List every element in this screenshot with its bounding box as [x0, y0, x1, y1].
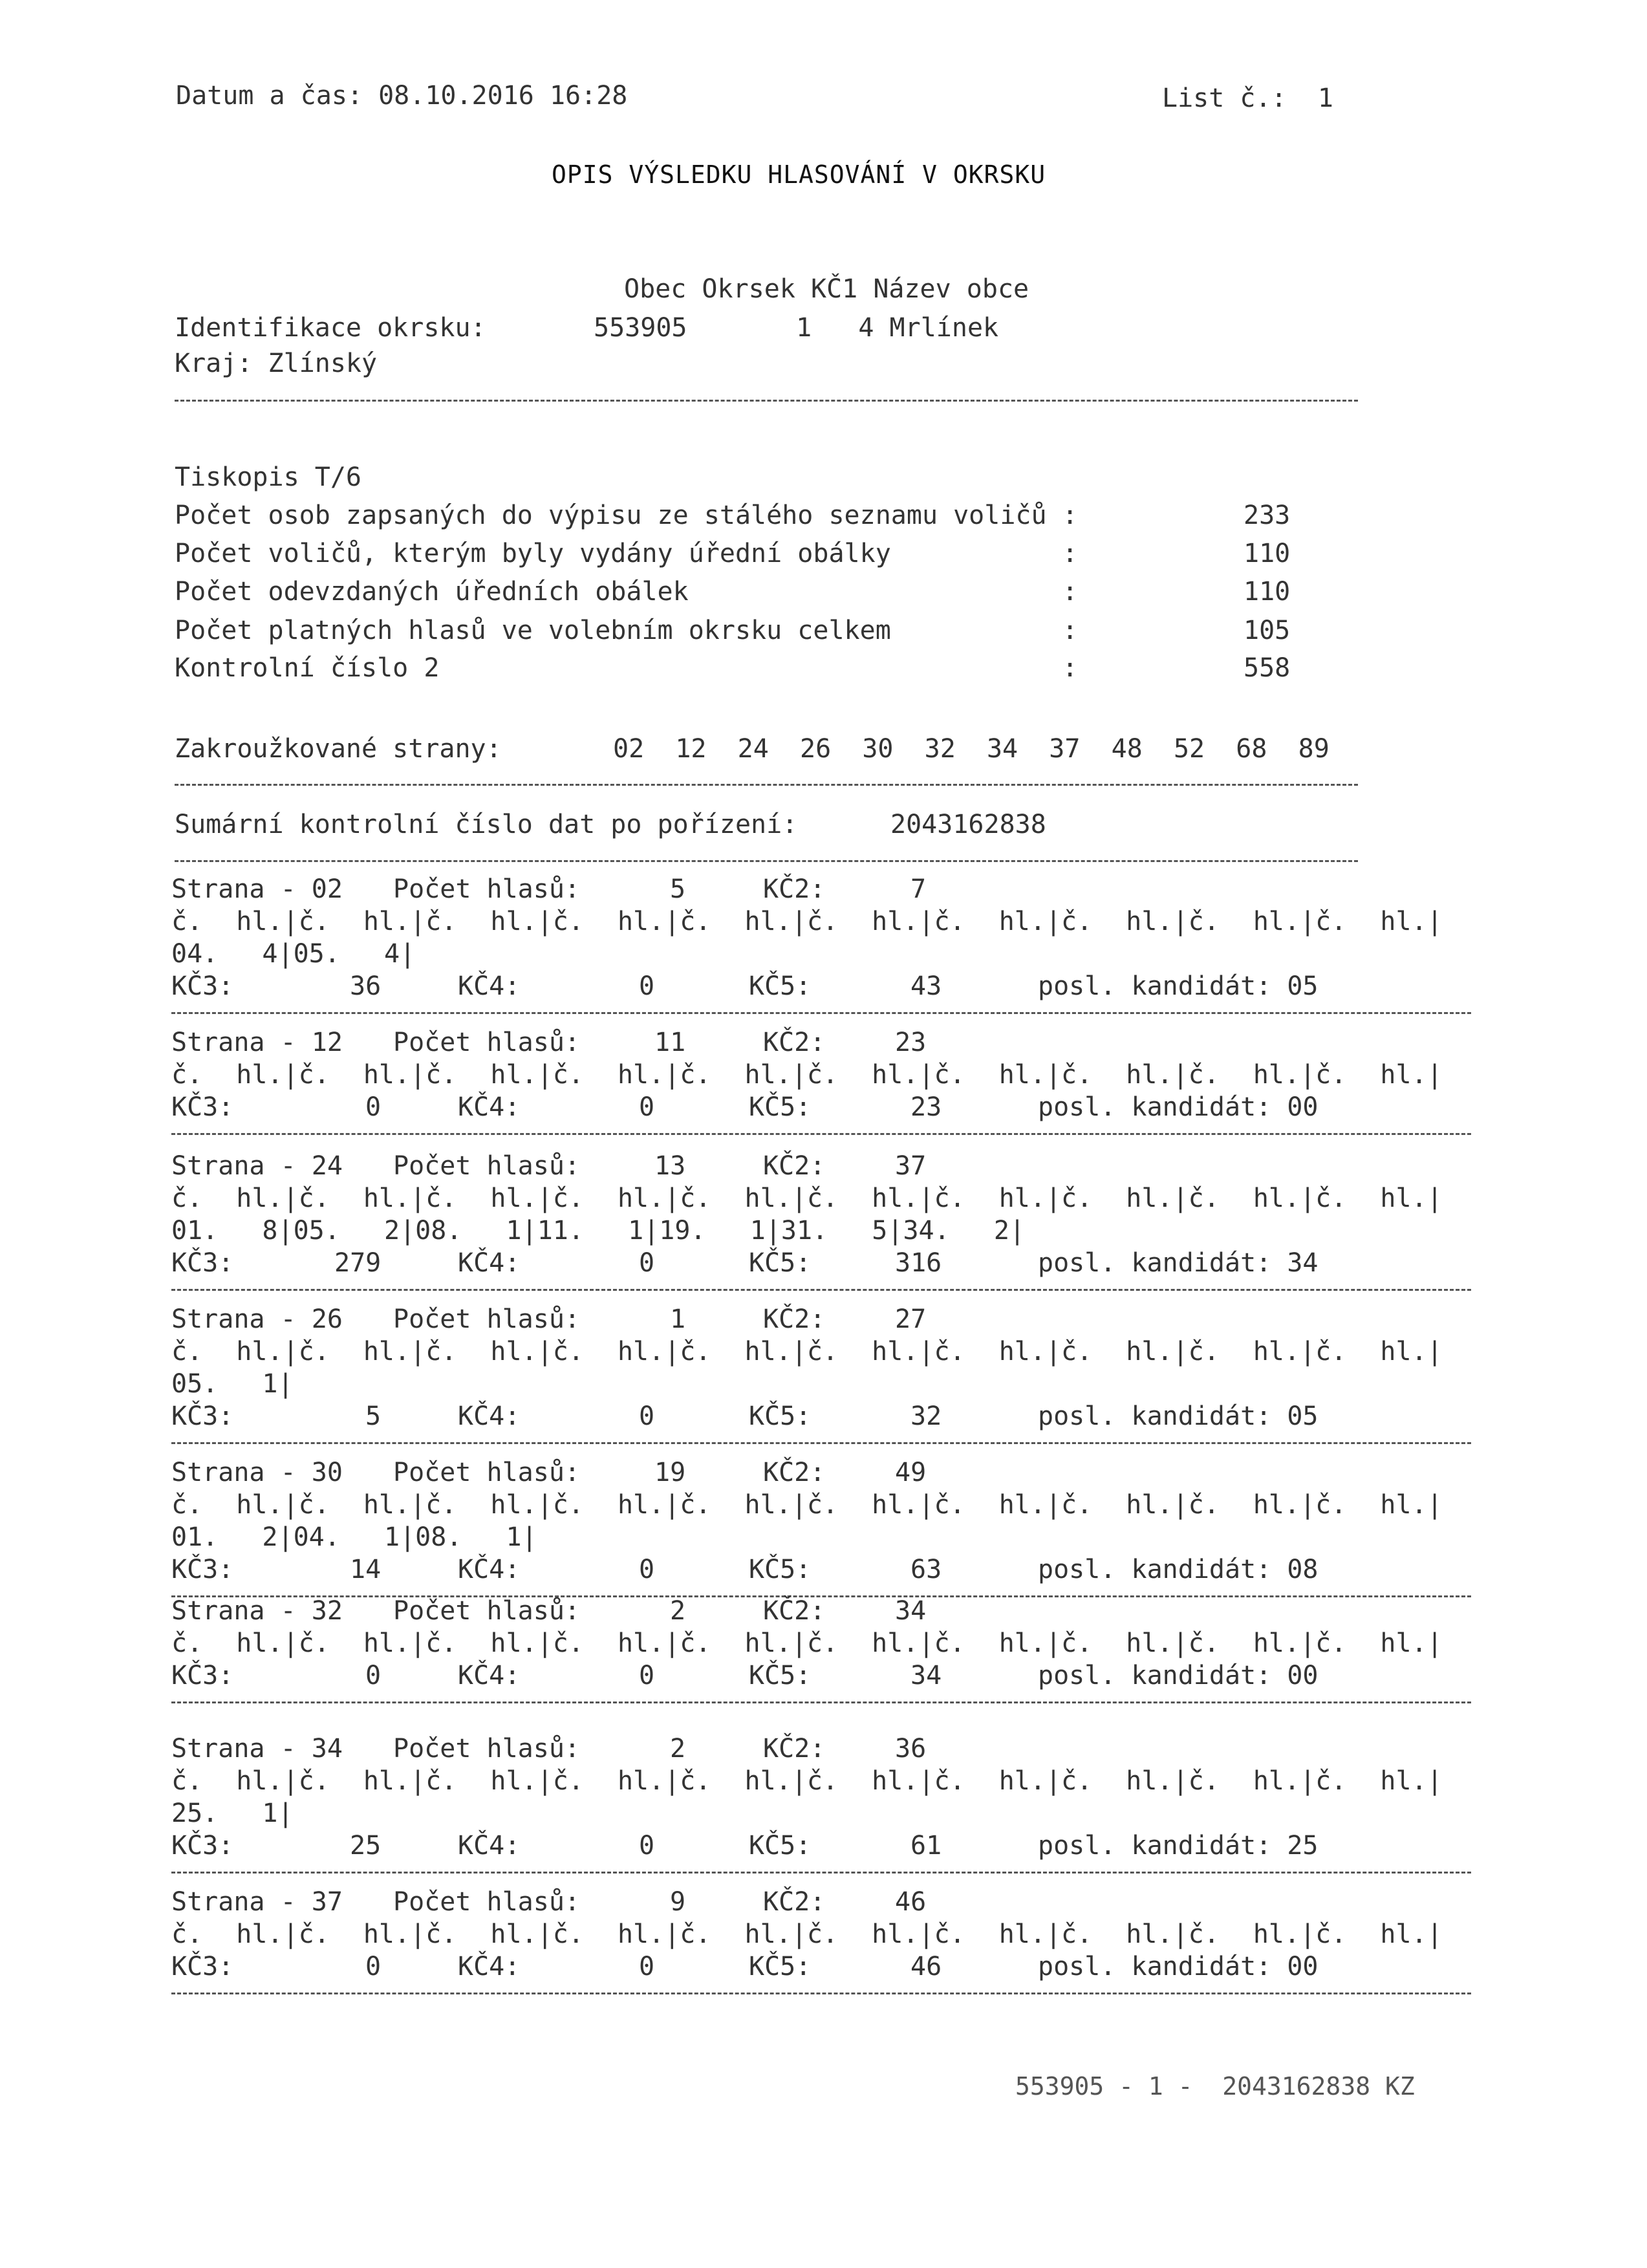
party-kc2-label: KČ2:	[763, 1028, 826, 1057]
divider	[171, 1701, 1471, 1703]
party-votes: 9	[670, 1887, 686, 1917]
party-votes: 19	[654, 1458, 686, 1487]
form-row-value: 233	[1243, 501, 1291, 530]
party-candidate-header: č. hl.|č. hl.|č. hl.|č. hl.|č. hl.|č. hl.|č. hl.|č. hl.|č. hl.|č. hl.|	[171, 1490, 1443, 1520]
party-last-candidate: posl. kandidát: 05	[1038, 1401, 1319, 1431]
divider	[171, 1289, 1471, 1291]
party-candidate-header: č. hl.|č. hl.|č. hl.|č. hl.|č. hl.|č. hl.|č. hl.|č. hl.|č. hl.|č. hl.|	[171, 1183, 1443, 1213]
party-strana: Strana - 37	[171, 1887, 343, 1917]
party-kc5: 34	[910, 1661, 942, 1690]
party-last-candidate: posl. kandidát: 00	[1038, 1092, 1319, 1122]
party-strana: Strana - 02	[171, 874, 343, 904]
party-kc4-label: KČ4:	[458, 1248, 521, 1278]
party-kc2: 37	[895, 1151, 927, 1181]
party-kc3: 14	[350, 1555, 382, 1584]
party-votes: 5	[670, 874, 686, 904]
party-kc2-label: KČ2:	[763, 874, 826, 904]
party-kc4: 0	[639, 1092, 655, 1122]
party-last-candidate: posl. kandidát: 08	[1038, 1555, 1319, 1584]
checksum-value: 2043162838	[890, 810, 1046, 839]
divider	[175, 784, 1358, 786]
party-kc4: 0	[639, 1952, 655, 1982]
party-kc3: 5	[365, 1401, 382, 1431]
party-last-candidate: posl. kandidát: 25	[1038, 1831, 1319, 1861]
party-kc5: 32	[910, 1401, 942, 1431]
party-kc5-label: KČ5:	[749, 1952, 812, 1982]
party-kc5: 43	[910, 971, 942, 1001]
party-kc2-label: KČ2:	[763, 1596, 826, 1626]
party-candidate-header: č. hl.|č. hl.|č. hl.|č. hl.|č. hl.|č. hl.|č. hl.|č. hl.|č. hl.|č. hl.|	[171, 1060, 1443, 1090]
party-kc5: 63	[910, 1555, 942, 1584]
circled-label: Zakroužkované strany:	[175, 734, 502, 764]
party-strana: Strana - 34	[171, 1734, 343, 1764]
divider	[171, 1872, 1471, 1874]
party-kc3-label: KČ3:	[171, 1092, 234, 1122]
party-kc5-label: KČ5:	[749, 1555, 812, 1584]
party-kc5-label: KČ5:	[749, 1248, 812, 1278]
form-row-value: 110	[1243, 577, 1291, 607]
datetime: Datum a čas: 08.10.2016 16:28	[176, 81, 628, 111]
party-kc4-label: KČ4:	[458, 971, 521, 1001]
party-kc2: 7	[910, 874, 927, 904]
party-kc2: 34	[895, 1596, 927, 1626]
party-last-candidate: posl. kandidát: 00	[1038, 1952, 1319, 1982]
party-kc2-label: KČ2:	[763, 1304, 826, 1334]
party-strana: Strana - 26	[171, 1304, 343, 1334]
sheet-number: List č.: 1	[1162, 83, 1333, 113]
form-row-value: 105	[1243, 616, 1291, 645]
party-candidate-header: č. hl.|č. hl.|č. hl.|č. hl.|č. hl.|č. hl.|č. hl.|č. hl.|č. hl.|č. hl.|	[171, 1919, 1443, 1949]
party-strana: Strana - 24	[171, 1151, 343, 1181]
form-row-value: 558	[1243, 653, 1291, 683]
party-candidate-header: č. hl.|č. hl.|č. hl.|č. hl.|č. hl.|č. hl.|č. hl.|č. hl.|č. hl.|č. hl.|	[171, 1628, 1443, 1658]
form-row-label: Počet platných hlasů ve volebním okrsku celkem :	[175, 616, 1078, 645]
party-kc2: 46	[895, 1887, 927, 1917]
form-row-label: Počet osob zapsaných do výpisu ze stálého seznamu voličů :	[175, 501, 1078, 530]
ident-values: 553905 1 4 Mrlínek	[594, 313, 999, 343]
party-candidate-votes: 04. 4|05. 4|	[171, 939, 416, 969]
party-kc3-label: KČ3:	[171, 971, 234, 1001]
party-votes-label: Počet hlasů:	[393, 1028, 580, 1057]
party-candidate-votes: 05. 1|	[171, 1369, 294, 1399]
party-kc3-label: KČ3:	[171, 1952, 234, 1982]
party-votes-label: Počet hlasů:	[393, 1304, 580, 1334]
party-kc4: 0	[639, 971, 655, 1001]
party-candidate-votes: 01. 2|04. 1|08. 1|	[171, 1522, 537, 1552]
region: Kraj: Zlínský	[175, 349, 378, 378]
party-strana: Strana - 12	[171, 1028, 343, 1057]
party-kc3: 25	[350, 1831, 382, 1861]
party-kc3: 279	[334, 1248, 382, 1278]
party-votes-label: Počet hlasů:	[393, 1151, 580, 1181]
party-strana: Strana - 32	[171, 1596, 343, 1626]
divider	[171, 1133, 1471, 1135]
party-kc2: 49	[895, 1458, 927, 1487]
party-candidate-votes: 25. 1|	[171, 1798, 294, 1828]
party-kc4-label: KČ4:	[458, 1555, 521, 1584]
party-votes-label: Počet hlasů:	[393, 1734, 580, 1764]
party-kc4: 0	[639, 1401, 655, 1431]
party-kc5-label: KČ5:	[749, 1401, 812, 1431]
party-kc3-label: KČ3:	[171, 1831, 234, 1861]
party-votes: 2	[670, 1596, 686, 1626]
party-votes: 13	[654, 1151, 686, 1181]
party-votes: 2	[670, 1734, 686, 1764]
party-votes-label: Počet hlasů:	[393, 1596, 580, 1626]
party-kc3: 0	[365, 1952, 382, 1982]
party-strana: Strana - 30	[171, 1458, 343, 1487]
divider	[175, 400, 1358, 402]
party-kc4-label: KČ4:	[458, 1092, 521, 1122]
party-kc5-label: KČ5:	[749, 1092, 812, 1122]
page-title: OPIS VÝSLEDKU HLASOVÁNÍ V OKRSKU	[552, 160, 1046, 189]
party-kc5-label: KČ5:	[749, 1661, 812, 1690]
divider	[171, 1012, 1471, 1014]
party-kc2-label: KČ2:	[763, 1458, 826, 1487]
ident-label: Identifikace okrsku:	[175, 313, 486, 343]
form-row-value: 110	[1243, 539, 1291, 568]
party-kc2: 27	[895, 1304, 927, 1334]
party-kc4: 0	[639, 1248, 655, 1278]
party-kc3-label: KČ3:	[171, 1555, 234, 1584]
party-votes-label: Počet hlasů:	[393, 1458, 580, 1487]
party-kc4: 0	[639, 1555, 655, 1584]
party-last-candidate: posl. kandidát: 34	[1038, 1248, 1319, 1278]
party-kc5: 61	[910, 1831, 942, 1861]
party-kc3: 0	[365, 1092, 382, 1122]
party-kc2: 36	[895, 1734, 927, 1764]
party-last-candidate: posl. kandidát: 05	[1038, 971, 1319, 1001]
party-kc2-label: KČ2:	[763, 1887, 826, 1917]
form-row-label: Kontrolní číslo 2 :	[175, 653, 1078, 683]
form-row-label: Počet odevzdaných úředních obálek :	[175, 577, 1078, 607]
party-candidate-votes: 01. 8|05. 2|08. 1|11. 1|19. 1|31. 5|34. 2|	[171, 1216, 1026, 1246]
footer-code: 553905 - 1 - 2043162838 KZ	[1015, 2072, 1415, 2101]
party-kc3-label: KČ3:	[171, 1248, 234, 1278]
party-kc4: 0	[639, 1831, 655, 1861]
form-row-label: Počet voličů, kterým byly vydány úřední obálky :	[175, 539, 1078, 568]
ident-columns: Obec Okrsek KČ1 Název obce	[624, 274, 1029, 304]
party-kc4: 0	[639, 1661, 655, 1690]
party-kc3-label: KČ3:	[171, 1401, 234, 1431]
party-kc5: 23	[910, 1092, 942, 1122]
party-votes: 1	[670, 1304, 686, 1334]
party-kc4-label: KČ4:	[458, 1661, 521, 1690]
party-votes-label: Počet hlasů:	[393, 1887, 580, 1917]
party-votes: 11	[654, 1028, 686, 1057]
party-kc3: 0	[365, 1661, 382, 1690]
party-kc2-label: KČ2:	[763, 1734, 826, 1764]
party-candidate-header: č. hl.|č. hl.|č. hl.|č. hl.|č. hl.|č. hl.|č. hl.|č. hl.|č. hl.|č. hl.|	[171, 1766, 1443, 1796]
party-votes-label: Počet hlasů:	[393, 874, 580, 904]
party-kc4-label: KČ4:	[458, 1952, 521, 1982]
party-kc5: 316	[895, 1248, 942, 1278]
party-kc4-label: KČ4:	[458, 1831, 521, 1861]
party-kc5-label: KČ5:	[749, 971, 812, 1001]
party-kc5-label: KČ5:	[749, 1831, 812, 1861]
divider	[171, 1993, 1471, 1994]
form-name: Tiskopis T/6	[175, 462, 361, 492]
party-kc3-label: KČ3:	[171, 1661, 234, 1690]
party-candidate-header: č. hl.|č. hl.|č. hl.|č. hl.|č. hl.|č. hl.|č. hl.|č. hl.|č. hl.|č. hl.|	[171, 907, 1443, 936]
checksum-label: Sumární kontrolní číslo dat po pořízení:	[175, 810, 798, 839]
circled-values: 02 12 24 26 30 32 34 37 48 52 68 89	[613, 734, 1329, 764]
party-candidate-header: č. hl.|č. hl.|č. hl.|č. hl.|č. hl.|č. hl.|č. hl.|č. hl.|č. hl.|č. hl.|	[171, 1337, 1443, 1366]
party-kc2: 23	[895, 1028, 927, 1057]
divider	[171, 1442, 1471, 1444]
divider	[175, 860, 1358, 862]
party-kc4-label: KČ4:	[458, 1401, 521, 1431]
party-kc2-label: KČ2:	[763, 1151, 826, 1181]
party-kc3: 36	[350, 971, 382, 1001]
party-last-candidate: posl. kandidát: 00	[1038, 1661, 1319, 1690]
party-kc5: 46	[910, 1952, 942, 1982]
